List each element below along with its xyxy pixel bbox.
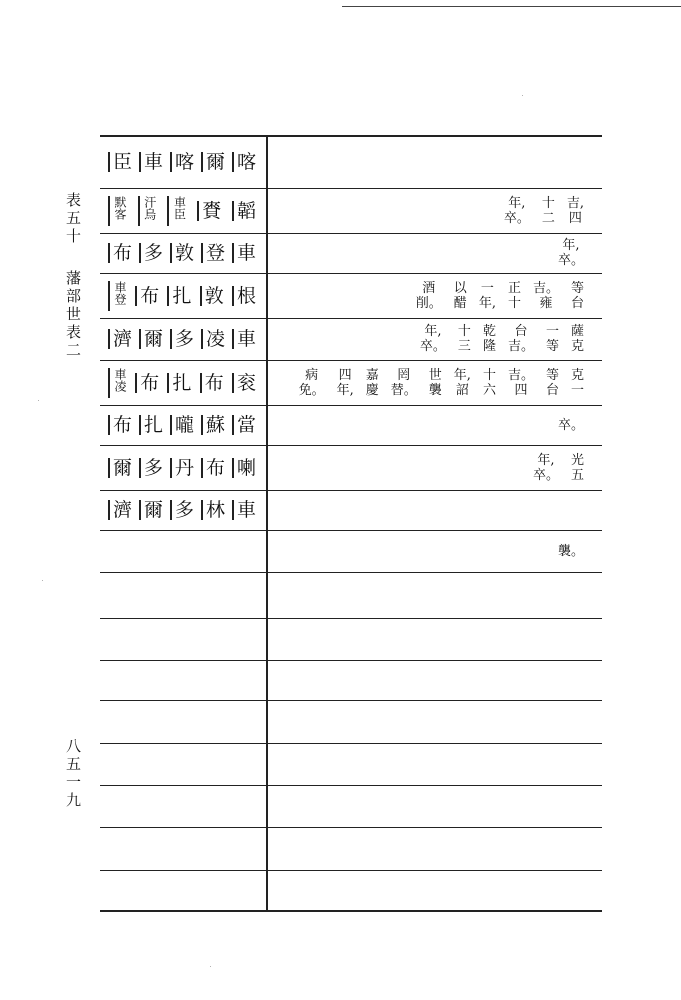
note-column	[571, 281, 584, 311]
name-char: 車	[232, 243, 256, 263]
row-divider	[100, 572, 602, 573]
name-char: 濟	[108, 329, 132, 349]
name-char: 丹	[170, 458, 194, 478]
note-text: 替。	[390, 382, 417, 398]
note-column	[458, 324, 471, 354]
name-char: 林	[201, 500, 225, 520]
note-column	[454, 281, 467, 311]
note-column	[508, 281, 521, 311]
note-text: 五	[570, 467, 584, 483]
name-char: 登	[201, 243, 225, 263]
note-text: 年,	[537, 452, 555, 468]
note-text: 十	[541, 195, 555, 211]
note-text: 年,	[562, 238, 580, 253]
name-cell	[100, 318, 266, 360]
note-text: 襲	[428, 382, 442, 398]
note-column	[546, 368, 559, 398]
note-text: 一	[545, 324, 559, 339]
name-cell	[100, 490, 266, 530]
note-text: 四	[568, 210, 582, 226]
note-column	[337, 368, 354, 398]
note-column	[299, 368, 325, 398]
name-char: 敦	[200, 286, 224, 306]
name-char: 蘇	[201, 415, 225, 435]
note-cell	[274, 273, 584, 318]
name-char: 凌	[201, 329, 225, 349]
note-cell	[274, 490, 584, 530]
row-divider	[100, 700, 602, 701]
note-column	[454, 368, 471, 398]
name-char: 喇	[232, 458, 256, 478]
name-char: 根	[232, 286, 256, 306]
name-char: 韜	[232, 201, 256, 221]
note-column	[571, 368, 584, 398]
name-char: 車	[232, 500, 256, 520]
note-text: 二	[541, 210, 555, 226]
name-char: 多	[139, 458, 163, 478]
margin-title: 表五十	[64, 192, 82, 246]
note-text: 十	[482, 367, 496, 383]
name-char: 敦	[170, 243, 194, 263]
note-column	[533, 281, 559, 311]
name-cell	[100, 405, 266, 445]
column-divider	[266, 135, 268, 910]
note-text: 吉。	[507, 367, 534, 383]
name-char: 布	[108, 243, 132, 263]
name-char: 扎	[167, 373, 191, 393]
note-text: 酒	[422, 280, 436, 296]
row-divider	[100, 785, 602, 786]
page-number: 八五一九	[64, 738, 82, 810]
note-column	[366, 368, 379, 398]
speck	[38, 400, 39, 401]
note-text: 吉。	[532, 280, 559, 296]
note-column	[479, 281, 496, 311]
note-text: 詔	[455, 382, 469, 398]
note-column	[546, 324, 559, 354]
note-column	[533, 453, 559, 483]
note-cell	[274, 445, 584, 490]
name-char: 嚨	[170, 415, 194, 435]
note-column	[504, 196, 530, 226]
note-text: 以	[453, 280, 467, 296]
note-text: 卒。	[532, 467, 559, 483]
note-text: 吉。	[507, 339, 534, 354]
note-text: 等	[545, 339, 559, 354]
note-text: 慶	[365, 382, 379, 398]
note-text: 六	[482, 382, 496, 398]
note-text: 台	[514, 324, 528, 339]
note-column	[558, 238, 584, 268]
name-char: 車凌	[108, 368, 127, 398]
row-divider	[100, 743, 602, 744]
table-bottom-border	[100, 910, 602, 912]
name-cell	[100, 233, 266, 273]
note-cell	[274, 318, 584, 360]
note-text: 年,	[453, 367, 471, 383]
row-divider	[100, 660, 602, 661]
note-cell	[274, 405, 584, 445]
note-text: 吉,	[566, 195, 584, 211]
note-text: 克	[570, 339, 584, 354]
note-text: 一	[480, 280, 494, 296]
name-char: 車臣	[167, 196, 186, 226]
note-cell	[274, 188, 584, 233]
note-text: 年,	[336, 382, 354, 398]
note-text: 年,	[478, 295, 496, 311]
note-text: 襲。	[557, 543, 584, 559]
name-char: 爾	[139, 500, 163, 520]
note-text: 病	[305, 367, 319, 383]
name-char: 布	[135, 286, 159, 306]
margin-subtitle: 藩部世表二	[64, 270, 82, 360]
name-char: 爾	[201, 152, 225, 172]
speck	[210, 966, 211, 967]
note-column	[429, 368, 442, 398]
note-text: 年,	[424, 324, 442, 339]
note-column	[391, 368, 417, 398]
note-column	[508, 324, 534, 354]
note-text: 四	[514, 382, 528, 398]
note-text: 台	[570, 295, 584, 311]
name-char: 汗烏	[138, 196, 157, 226]
note-text: 薩	[570, 324, 584, 339]
name-char: 布	[135, 373, 159, 393]
name-cell	[100, 530, 266, 572]
note-text: 光	[570, 452, 584, 468]
note-column	[571, 453, 584, 483]
name-cell	[100, 445, 266, 490]
note-text: 免。	[298, 382, 325, 398]
name-char: 爾	[139, 329, 163, 349]
name-char: 賚	[197, 201, 221, 221]
row-divider	[100, 870, 602, 871]
speck	[522, 95, 523, 96]
name-char: 爾	[108, 458, 132, 478]
note-column	[416, 281, 442, 311]
note-cell	[274, 530, 584, 572]
note-text: 等	[545, 367, 559, 383]
note-text: 台	[545, 382, 559, 398]
note-column	[483, 368, 496, 398]
name-char: 多	[170, 500, 194, 520]
note-text: 等	[570, 280, 584, 296]
name-char: 多	[139, 243, 163, 263]
note-text: 罔	[397, 367, 411, 383]
note-cell	[274, 136, 584, 188]
note-text: 隆	[482, 339, 496, 354]
note-text: 正	[507, 280, 521, 296]
note-text: 克	[570, 367, 584, 383]
name-char: 車	[139, 152, 163, 172]
top-rule	[342, 6, 681, 7]
name-char: 布	[200, 373, 224, 393]
name-char: 布	[201, 458, 225, 478]
name-char: 喀	[170, 152, 194, 172]
name-char: 多	[170, 329, 194, 349]
name-char: 扎	[167, 286, 191, 306]
name-cell	[100, 136, 266, 188]
name-char: 扎	[139, 415, 163, 435]
note-text: 醋	[453, 295, 467, 311]
note-text: 一	[570, 382, 584, 398]
note-column	[483, 324, 496, 354]
note-text: 三	[457, 339, 471, 354]
note-text: 卒。	[557, 253, 584, 268]
note-text: 雍	[539, 295, 553, 311]
name-cell	[100, 360, 266, 405]
note-column	[420, 324, 446, 354]
note-text: 世	[428, 367, 442, 383]
note-text: 乾	[482, 324, 496, 339]
name-cell	[100, 273, 266, 318]
note-text: 嘉	[365, 367, 379, 383]
note-text: 卒。	[503, 210, 530, 226]
row-divider	[100, 618, 602, 619]
note-text: 四	[338, 367, 352, 383]
name-char: 車	[232, 329, 256, 349]
name-char: 車登	[108, 281, 127, 311]
name-char: 當	[232, 415, 256, 435]
note-text: 十	[457, 324, 471, 339]
note-column	[558, 544, 584, 559]
note-column	[508, 368, 534, 398]
note-text: 年,	[508, 195, 526, 211]
note-cell	[274, 233, 584, 273]
note-column	[571, 324, 584, 354]
name-char: 衮	[232, 373, 256, 393]
note-column	[558, 418, 584, 433]
note-cell	[274, 360, 584, 405]
name-char: 默客	[108, 196, 127, 226]
speck	[42, 580, 43, 581]
note-text: 削。	[415, 295, 442, 311]
name-cell	[100, 188, 266, 233]
row-divider	[100, 827, 602, 828]
name-char: 喀	[232, 152, 256, 172]
note-column	[542, 196, 555, 226]
name-char: 濟	[108, 500, 132, 520]
note-column	[567, 196, 584, 226]
name-char: 臣	[108, 152, 132, 172]
note-text: 十	[507, 295, 521, 311]
note-text: 卒。	[419, 339, 446, 354]
name-char: 布	[108, 415, 132, 435]
note-text: 卒。	[557, 417, 584, 433]
